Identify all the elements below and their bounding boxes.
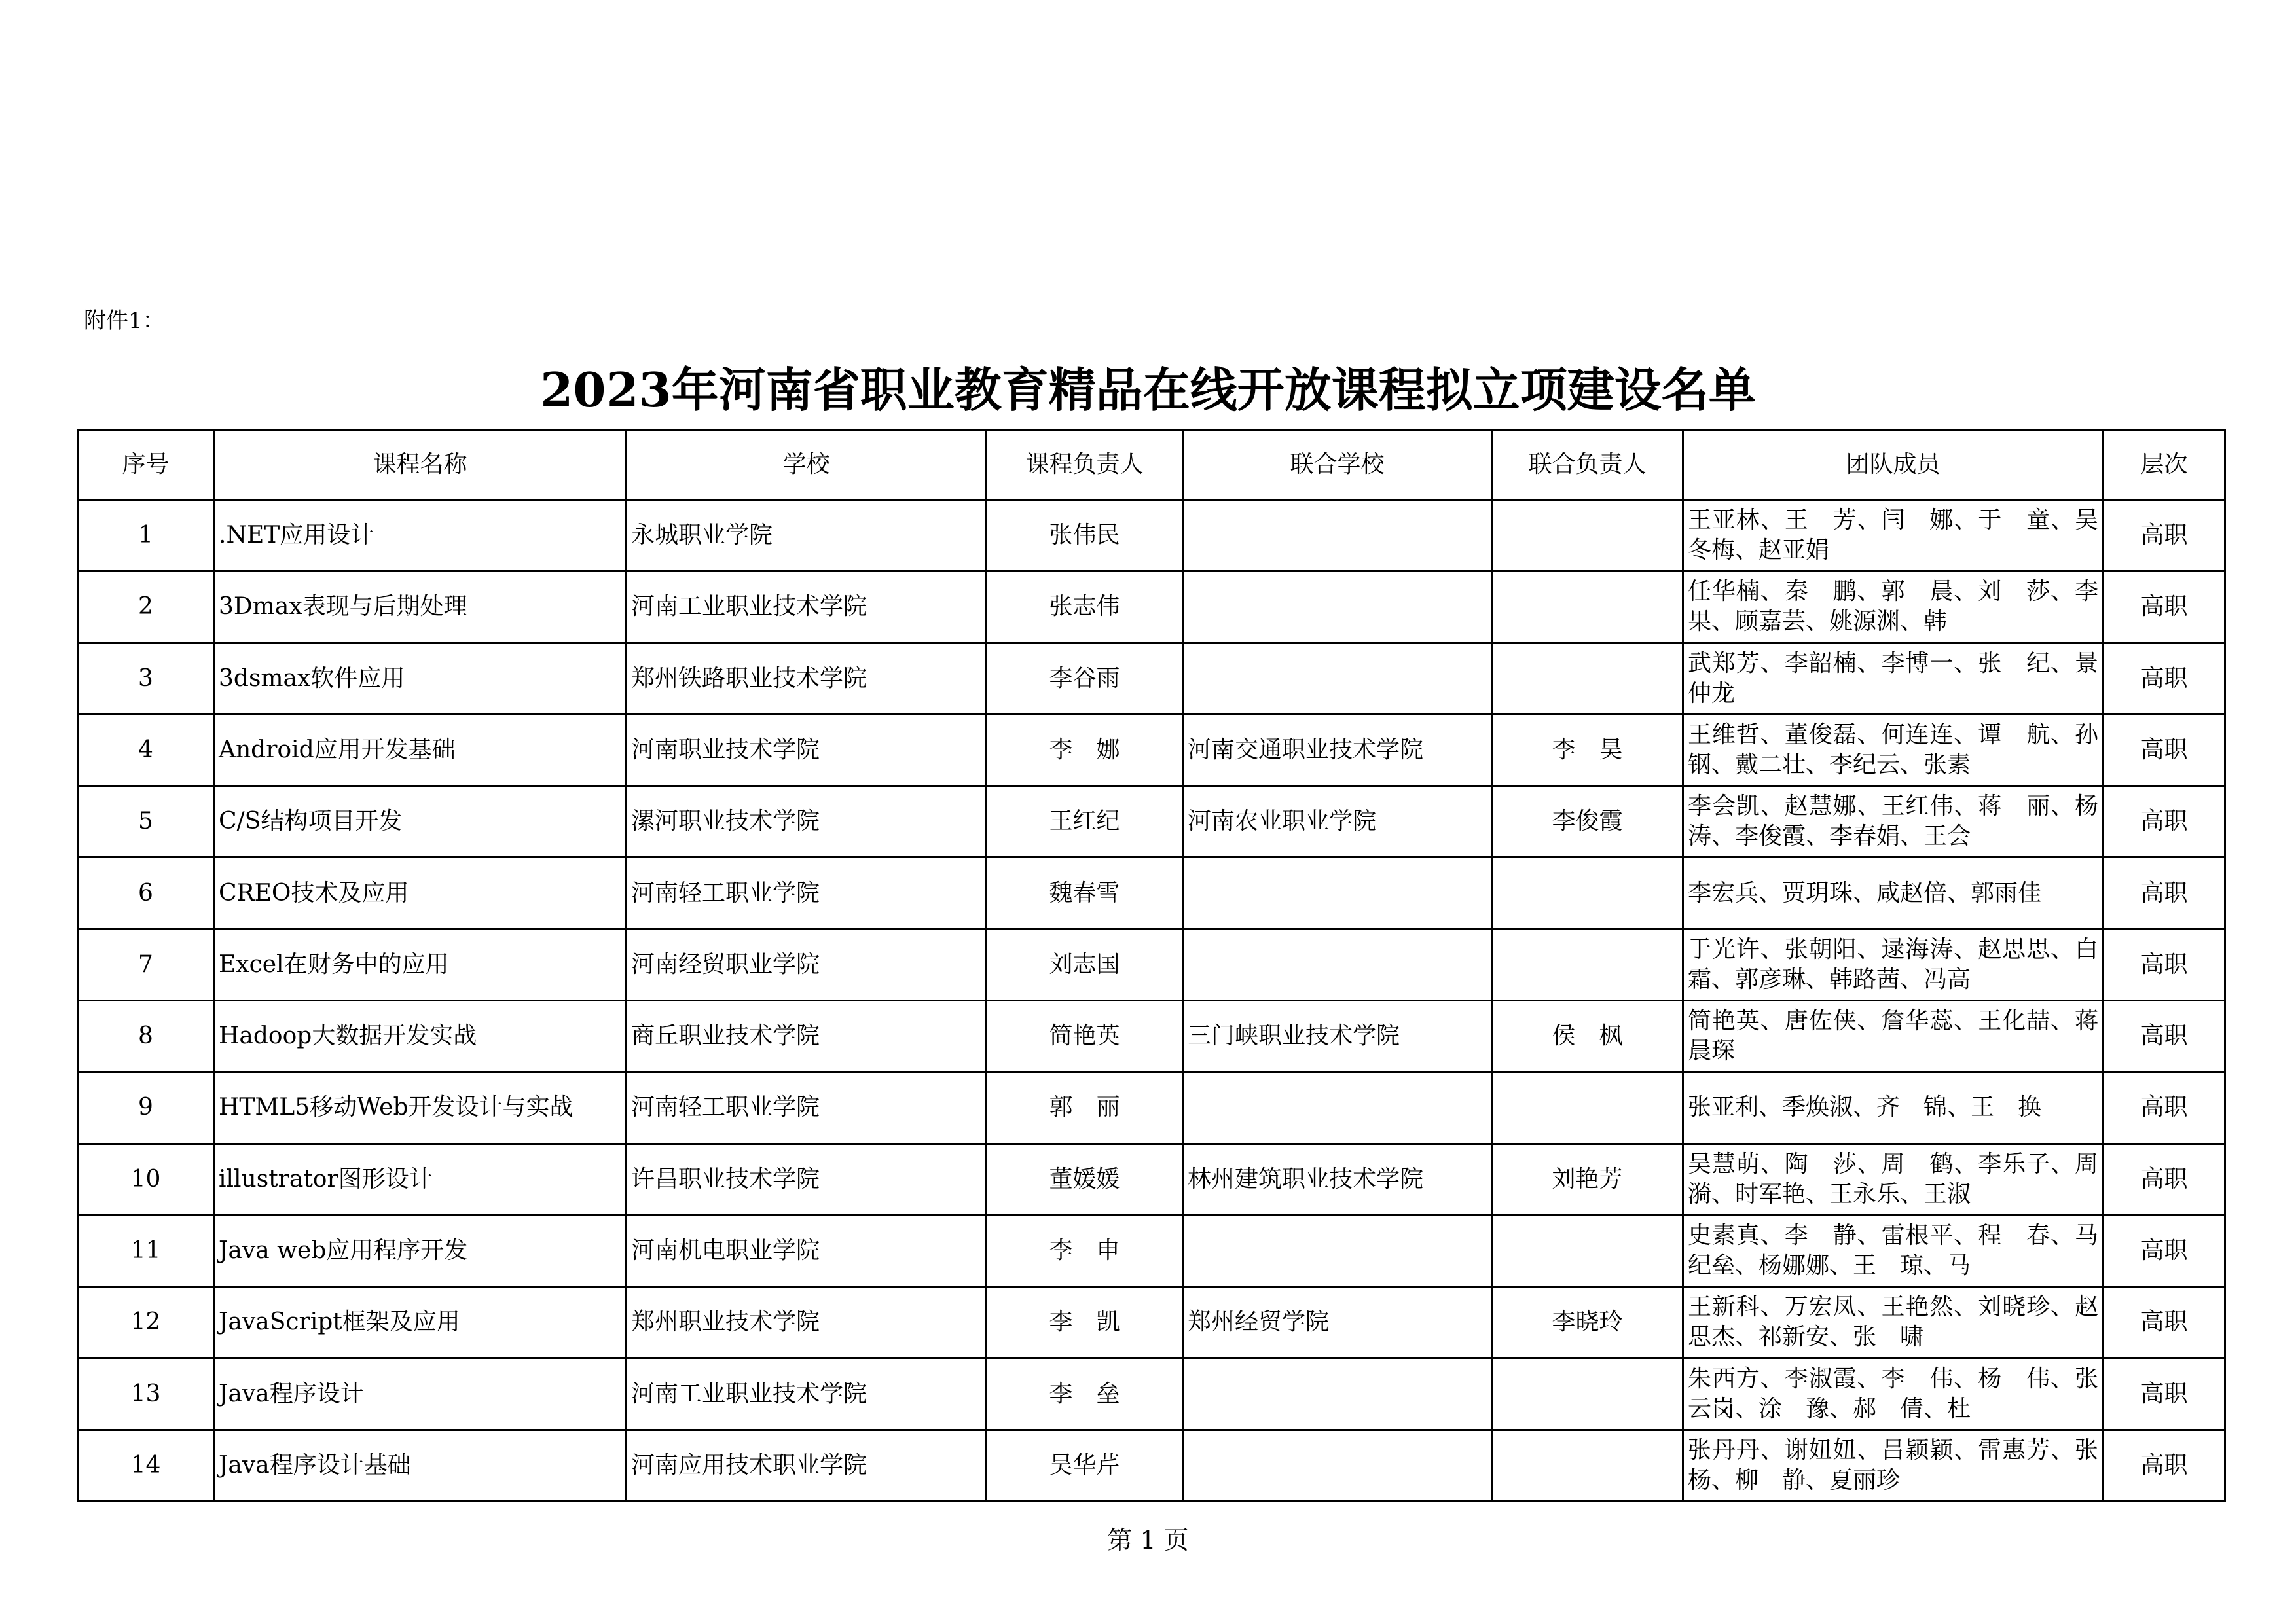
- cell-team: [1683, 929, 2123, 1000]
- cell-partner-school: 林州建筑职业技术学院: [1183, 1144, 1492, 1215]
- cell-partner-school: [1183, 643, 1492, 714]
- cell-course: C/S结构项目开发: [214, 786, 627, 857]
- cell-level: 高职: [2104, 1072, 2225, 1144]
- cell-index: 4: [78, 714, 214, 785]
- cell-school: 永城职业学院: [627, 500, 987, 571]
- cell-course: 3Dmax表现与后期处理: [214, 571, 627, 643]
- cell-level: 高职: [2104, 571, 2225, 643]
- table-row: [78, 857, 2225, 929]
- team-members-text: 朱西方、李淑霞、李 伟、杨 伟、张云岗、涂 豫、郝 倩、杜: [1688, 1365, 2098, 1422]
- cell-partner-school: [1183, 571, 1492, 643]
- cell-school: 河南轻工职业学院: [627, 857, 987, 929]
- team-members-text: 吴慧萌、陶 莎、周 鹤、李乐子、周 漪、时军艳、王永乐、王淑: [1688, 1150, 2123, 1208]
- cell-school: 河南机电职业学院: [627, 1215, 987, 1286]
- cell-course: Java web应用程序开发: [214, 1215, 627, 1286]
- cell-index: 10: [78, 1144, 214, 1215]
- cell-partner-school: [1183, 857, 1492, 929]
- cell-level: 高职: [2104, 1144, 2225, 1215]
- course-list-table: [77, 429, 2226, 1502]
- cell-school: 河南经贸职业学院: [627, 929, 987, 1000]
- cell-school: 河南工业职业技术学院: [627, 1358, 987, 1430]
- cell-index: 12: [78, 1287, 214, 1358]
- cell-course: JavaScript框架及应用: [214, 1287, 627, 1358]
- cell-index: 6: [78, 857, 214, 929]
- cell-partner-leader: 侯 枫: [1492, 1000, 1683, 1072]
- header-level: 层次: [2104, 430, 2225, 500]
- cell-course: illustrator图形设计: [214, 1144, 627, 1215]
- cell-course: CREO技术及应用: [214, 857, 627, 929]
- cell-course: 3dsmax软件应用: [214, 643, 627, 714]
- cell-school: 漯河职业技术学院: [627, 786, 987, 857]
- header-school: 学校: [627, 430, 987, 500]
- cell-course: Excel在财务中的应用: [214, 929, 627, 1000]
- cell-leader: 张伟民: [987, 500, 1183, 571]
- cell-partner-school: 河南农业职业学院: [1183, 786, 1492, 857]
- team-members-text: 任华楠、秦 鹏、郭 晨、刘 莎、李 果、顾嘉芸、姚源渊、韩: [1688, 578, 2123, 636]
- cell-level: 高职: [2104, 714, 2225, 785]
- cell-team: [1683, 714, 2123, 785]
- cell-index: 5: [78, 786, 214, 857]
- cell-index: 7: [78, 929, 214, 1000]
- cell-partner-school: [1183, 1430, 1492, 1501]
- cell-leader: 董媛媛: [987, 1144, 1183, 1215]
- table-row: [78, 1215, 2225, 1286]
- cell-level: 高职: [2104, 786, 2225, 857]
- team-members-text: 李会凯、赵慧娜、王红伟、蒋 丽、杨 涛、李俊霞、李春娟、王会: [1688, 793, 2123, 850]
- cell-index: 14: [78, 1430, 214, 1501]
- header-partner-school: 联合学校: [1183, 430, 1492, 500]
- cell-partner-school: [1183, 500, 1492, 571]
- page-footer: 第 1 页: [1107, 1526, 1189, 1555]
- cell-team: [1683, 1072, 2104, 1144]
- cell-index: 13: [78, 1358, 214, 1430]
- document-title: 2023年河南省职业教育精品在线开放课程拟立项建设名单: [540, 362, 1756, 418]
- cell-level: 高职: [2104, 1430, 2225, 1501]
- cell-partner-leader: [1492, 643, 1683, 714]
- cell-leader: 魏春雪: [987, 857, 1183, 929]
- cell-school: 河南工业职业技术学院: [627, 571, 987, 643]
- cell-team: [1683, 857, 2104, 929]
- cell-course: Hadoop大数据开发实战: [214, 1000, 627, 1072]
- header-leader: 课程负责人: [987, 430, 1183, 500]
- cell-partner-leader: 李晓玲: [1492, 1287, 1683, 1358]
- cell-leader: 李 娜: [987, 714, 1183, 785]
- cell-leader: 吴华芹: [987, 1430, 1183, 1501]
- team-members-text: 王维哲、董俊磊、何连连、谭 航、孙 钢、戴二壮、李纪云、张素: [1688, 721, 2123, 778]
- cell-level: 高职: [2104, 643, 2225, 714]
- cell-team: [1683, 643, 2104, 714]
- team-members-text: 李宏兵、贾玥珠、咸赵倍、郭雨佳: [1688, 879, 2042, 907]
- table-row: [78, 714, 2225, 785]
- cell-partner-leader: 李 昊: [1492, 714, 1683, 785]
- team-members-text: 史素真、李 静、雷根平、程 春、马纪垒、杨娜娜、王 琼、马: [1688, 1221, 2098, 1279]
- cell-team: [1683, 1215, 2104, 1286]
- cell-partner-leader: [1492, 1430, 1683, 1501]
- cell-course: Android应用开发基础: [214, 714, 627, 785]
- team-members-text: 王亚林、王 芳、闫 娜、于 童、吴冬梅、赵亚娟: [1688, 507, 2098, 564]
- table-row: [78, 500, 2225, 571]
- cell-index: 3: [78, 643, 214, 714]
- cell-team: [1683, 786, 2123, 857]
- header-team: 团队成员: [1683, 430, 2104, 500]
- cell-team: [1683, 1000, 2104, 1072]
- cell-leader: 李 垒: [987, 1358, 1183, 1430]
- cell-partner-leader: [1492, 500, 1683, 571]
- cell-leader: 张志伟: [987, 571, 1183, 643]
- cell-partner-leader: [1492, 1358, 1683, 1430]
- cell-partner-school: [1183, 929, 1492, 1000]
- cell-course: Java程序设计: [214, 1358, 627, 1430]
- cell-course: Java程序设计基础: [214, 1430, 627, 1501]
- cell-level: 高职: [2104, 857, 2225, 929]
- cell-level: 高职: [2104, 1215, 2225, 1286]
- cell-index: 2: [78, 571, 214, 643]
- cell-leader: 刘志国: [987, 929, 1183, 1000]
- cell-team: [1683, 571, 2123, 643]
- cell-leader: 郭 丽: [987, 1072, 1183, 1144]
- cell-level: 高职: [2104, 500, 2225, 571]
- cell-level: 高职: [2104, 929, 2225, 1000]
- cell-team: [1683, 1358, 2104, 1430]
- cell-leader: 李 申: [987, 1215, 1183, 1286]
- cell-level: 高职: [2104, 1358, 2225, 1430]
- cell-level: 高职: [2104, 1000, 2225, 1072]
- cell-team: [1683, 500, 2104, 571]
- cell-leader: 简艳英: [987, 1000, 1183, 1072]
- cell-leader: 李谷雨: [987, 643, 1183, 714]
- team-members-text: 于光许、张朝阳、逯海涛、赵思思、白 霜、郭彦琳、韩路茜、冯高: [1688, 935, 2123, 993]
- table-header-row: [78, 430, 2225, 500]
- table-row: [78, 1430, 2225, 1501]
- cell-school: 商丘职业技术学院: [627, 1000, 987, 1072]
- cell-school: 许昌职业技术学院: [627, 1144, 987, 1215]
- cell-partner-leader: [1492, 1215, 1683, 1286]
- table-row: [78, 1000, 2225, 1072]
- cell-course: HTML5移动Web开发设计与实战: [214, 1072, 627, 1144]
- table-row: [78, 1358, 2225, 1430]
- cell-course: .NET应用设计: [214, 500, 627, 571]
- cell-leader: 李 凯: [987, 1287, 1183, 1358]
- table-row: [78, 929, 2225, 1000]
- cell-level: 高职: [2104, 1287, 2225, 1358]
- cell-partner-school: [1183, 1215, 1492, 1286]
- header-partner-leader: 联合负责人: [1492, 430, 1683, 500]
- cell-partner-leader: 刘艳芳: [1492, 1144, 1683, 1215]
- team-members-text: 张亚利、季焕淑、齐 锦、王 换: [1688, 1094, 2042, 1121]
- cell-index: 8: [78, 1000, 214, 1072]
- cell-leader: 王红纪: [987, 786, 1183, 857]
- cell-school: 河南应用技术职业学院: [627, 1430, 987, 1501]
- table-row: [78, 643, 2225, 714]
- cell-partner-school: [1183, 1072, 1492, 1144]
- cell-partner-leader: [1492, 929, 1683, 1000]
- team-members-text: 张丹丹、谢妞妞、吕颖颖、雷惠芳、张 杨、柳 静、夏丽珍: [1688, 1436, 2123, 1494]
- cell-index: 1: [78, 500, 214, 571]
- table-row: [78, 1287, 2225, 1358]
- cell-partner-school: 三门峡职业技术学院: [1183, 1000, 1492, 1072]
- team-members-text: 简艳英、唐佐侠、詹华蕊、王化喆、蒋晨琛: [1688, 1007, 2098, 1065]
- team-members-text: 王新科、万宏凤、王艳然、刘晓珍、赵思杰、祁新安、张 啸: [1688, 1293, 2098, 1351]
- cell-school: 河南职业技术学院: [627, 714, 987, 785]
- cell-partner-leader: [1492, 857, 1683, 929]
- table-row: [78, 1144, 2225, 1215]
- cell-team: [1683, 1287, 2104, 1358]
- cell-partner-school: 河南交通职业技术学院: [1183, 714, 1492, 785]
- header-course: 课程名称: [214, 430, 627, 500]
- cell-school: 郑州职业技术学院: [627, 1287, 987, 1358]
- cell-partner-leader: [1492, 1072, 1683, 1144]
- cell-partner-leader: 李俊霞: [1492, 786, 1683, 857]
- cell-index: 11: [78, 1215, 214, 1286]
- table-row: [78, 786, 2225, 857]
- attachment-label: 附件1：: [84, 308, 165, 334]
- cell-school: 郑州铁路职业技术学院: [627, 643, 987, 714]
- table-row: [78, 571, 2225, 643]
- table-row: [78, 1072, 2225, 1144]
- header-index: 序号: [78, 430, 214, 500]
- cell-partner-school: [1183, 1358, 1492, 1430]
- cell-partner-school: 郑州经贸学院: [1183, 1287, 1492, 1358]
- cell-school: 河南轻工职业学院: [627, 1072, 987, 1144]
- team-members-text: 武郑芳、李韶楠、李博一、张 纪、景仲龙: [1688, 649, 2098, 707]
- cell-index: 9: [78, 1072, 214, 1144]
- cell-team: [1683, 1430, 2123, 1501]
- cell-partner-leader: [1492, 571, 1683, 643]
- cell-team: [1683, 1144, 2123, 1215]
